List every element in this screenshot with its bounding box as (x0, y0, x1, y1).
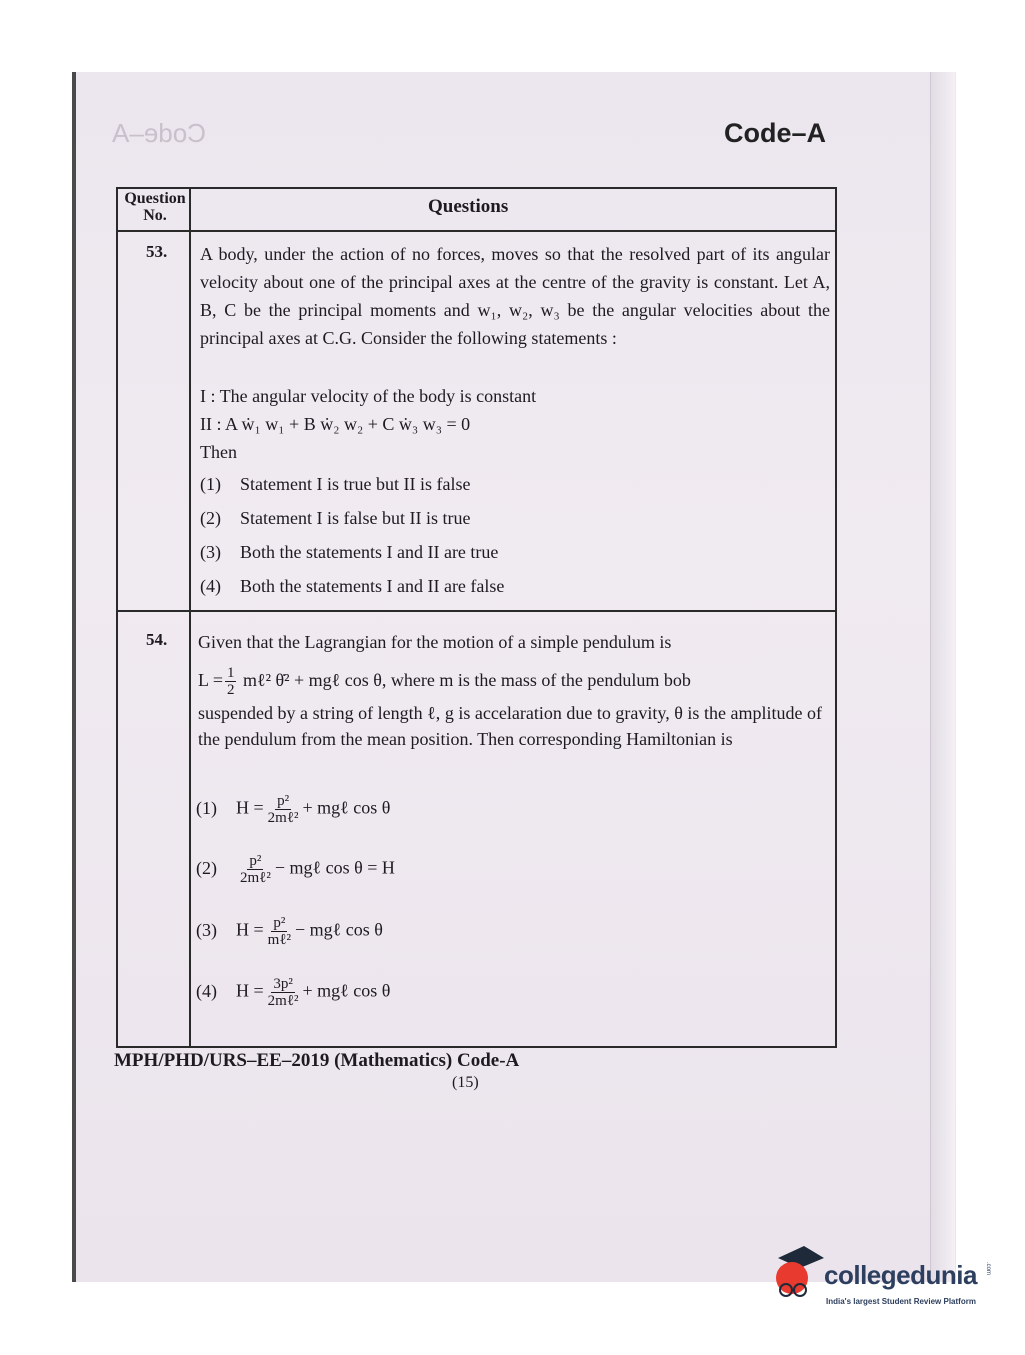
question-54-option-3[interactable] (196, 915, 383, 948)
fraction-denominator: 2mℓ² (240, 870, 271, 886)
option-fraction (266, 976, 301, 1009)
header-questions: Questions (428, 196, 509, 217)
fraction-numerator: p² (277, 793, 290, 809)
option-fraction (238, 853, 273, 886)
row-divider (116, 610, 837, 612)
logo-brand: collegedunia (824, 1260, 977, 1290)
fraction-denominator: 2mℓ² (267, 993, 299, 1009)
question-53-statement-2: II : A ẇ₁ w₁ + B ẇ₂ w₂ + C ẇ₃ w₃ = 0 (200, 414, 471, 434)
lagrangian-rhs: mℓ² θ̇² + mgℓ cos θ, where m is the mass of the pendulum bob (242, 670, 691, 690)
question-54-option-1[interactable] (196, 793, 390, 826)
option-number: (2) (196, 857, 217, 878)
option-text: Both the statements I and II are true (240, 542, 499, 562)
option-suffix: − mgℓ cos θ (295, 919, 383, 940)
lagrangian-lhs: L = (198, 670, 223, 690)
fraction-numerator: p² (273, 915, 286, 931)
question-53-option-4[interactable] (200, 576, 504, 597)
question-53-option-2[interactable] (200, 508, 470, 529)
option-text: Statement I is false but II is true (240, 508, 471, 528)
question-53-number: 53. (146, 242, 168, 261)
fraction-denominator: 2 (226, 682, 235, 699)
fraction-denominator: mℓ² (267, 932, 292, 948)
option-prefix: H = (236, 980, 264, 1001)
option-suffix: + mgℓ cos θ (302, 980, 391, 1001)
column-divider (189, 187, 191, 1048)
option-fraction (266, 915, 293, 948)
question-54-option-2[interactable] (196, 853, 395, 886)
option-suffix: + mgℓ cos θ (302, 797, 391, 818)
option-number: (4) (200, 576, 221, 596)
page-edge (930, 72, 955, 1282)
code-label: Code–A (724, 118, 827, 148)
header-divider (116, 230, 837, 232)
header-question-no: Question No. (124, 190, 186, 224)
question-53-option-3[interactable] (200, 542, 498, 563)
lagrangian-equation (198, 662, 691, 698)
option-number: (1) (200, 474, 221, 494)
logo-tld: .com (985, 1262, 991, 1276)
fraction-numerator: p² (249, 853, 262, 869)
option-number: (3) (200, 542, 221, 562)
question-54-text: suspended by a string of length ℓ, g is accelaration due to gravity, θ is the amplitude of the pendulum from the mean position. Then corresponding Hamiltonian is (198, 703, 822, 749)
option-prefix: H = (236, 797, 264, 818)
option-number: (2) (200, 508, 221, 528)
fraction-numerator: 3p² (273, 976, 293, 992)
option-text: Both the statements I and II are false (240, 576, 505, 596)
exam-code-footer: MPH/PHD/URS–EE–2019 (Mathematics) Code-A (114, 1050, 520, 1071)
question-53-statement-1: I : The angular velocity of the body is constant (200, 386, 537, 406)
option-prefix: H = (236, 919, 264, 940)
question-54-option-4[interactable] (196, 976, 390, 1009)
option-number: (3) (196, 919, 217, 940)
fraction-numerator: 1 (226, 665, 235, 682)
option-suffix: − mgℓ cos θ = H (274, 857, 395, 878)
option-number: (4) (196, 980, 217, 1001)
option-number: (1) (196, 797, 217, 818)
question-54-line-1: Given that the Lagrangian for the motion of a simple pendulum is (198, 632, 672, 652)
option-text: Statement I is true but II is false (240, 474, 471, 494)
logo-tagline: India's largest Student Review Platform (826, 1297, 976, 1306)
question-54-number: 54. (146, 630, 168, 649)
question-53-then: Then (200, 442, 237, 462)
page-number: (15) (452, 1074, 479, 1091)
fraction-denominator: 2mℓ² (267, 810, 299, 826)
question-53-option-1[interactable] (200, 474, 470, 495)
option-fraction (266, 793, 301, 826)
question-53-text: A body, under the action of no forces, moves so that the resolved part of its angular velocity about one of the principal axes at the centre of the gravity is constant. Let A, B, C be the principal moments and w₁, w₂, w₃ be the angular velocities about the principal axes at C.G. Consider the following statements : (200, 244, 830, 348)
ghost-code-label: Code–A (112, 118, 206, 148)
half-fraction (225, 665, 237, 698)
